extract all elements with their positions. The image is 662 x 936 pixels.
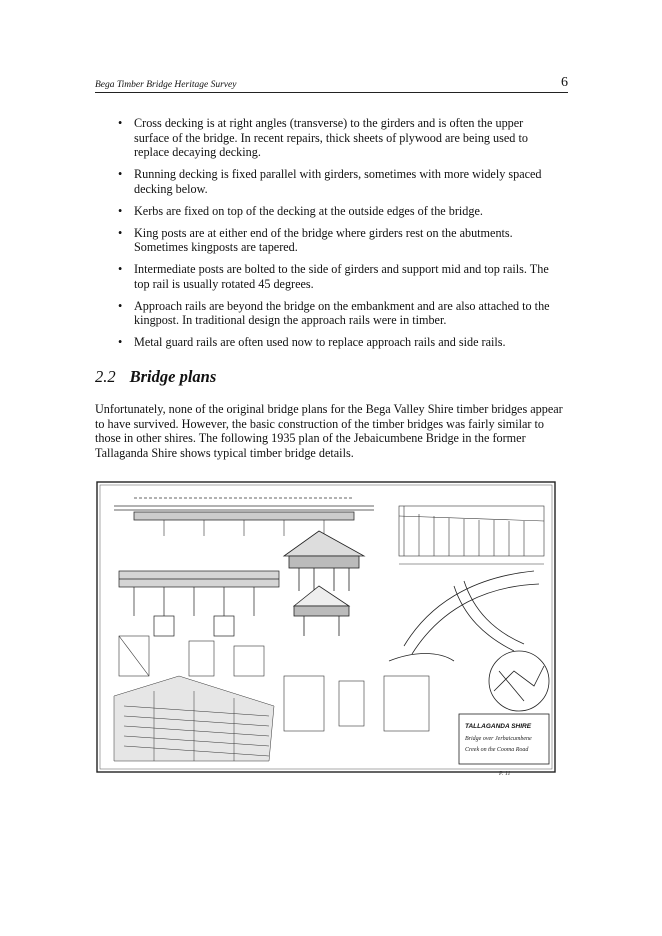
list-item [118,167,558,196]
list-item-text: Approach rails are beyond the bridge on the embankment and are also attached to the kingpost. In traditional design the approach rails were in timber. [134,298,550,327]
list-item [118,116,558,160]
list-item-text: Running decking is fixed parallel with girders, sometimes with more widely spaced decking below. [134,167,542,196]
bullet-icon: • [118,225,123,240]
list-item-text: King posts are at either end of the bridge where girders rest on the abutments. Sometimes kingposts are tapered. [134,225,513,254]
section-number: 2.2 [95,367,116,386]
bullet-icon: • [118,262,123,276]
bullet-list [118,116,558,357]
plan-title-block [459,714,549,764]
list-item [118,335,558,350]
section-title: Bridge plans [129,367,217,386]
bullet-icon: • [118,335,123,349]
section-paragraph: Unfortunately, none of the original bridge plans for the Bega Valley Shire timber bridges appear to have survived. However, the basic construction of the timber bridges was fairly similar to those in other shires. The following 1935 plan of the Jebaicumbene Bridge in the former Tallaganda Shire shows typical timber bridge details. [95,402,563,460]
plan-title-line2: Creek on the Cooma Road [465,747,529,753]
bullet-icon: • [118,167,123,181]
list-item [118,226,558,255]
list-item [118,262,558,291]
bullet-icon: • [118,298,123,313]
list-item-text: Intermediate posts are bolted to the side of girders and support mid and top rails. The top rail is usually rotated 45 degrees. [134,262,549,291]
plan-sheet-ref: P. 11 [499,771,511,777]
section-heading [95,367,216,387]
bridge-plan-drawing [94,476,558,778]
bullet-icon: • [118,203,123,218]
page-number: 6 [561,75,568,90]
list-item [118,299,558,328]
list-item-text: Metal guard rails are often used now to replace approach rails and side rails. [134,335,506,349]
list-item-text: Cross decking is at right angles (transverse) to the girders and is often the upper surface of the bridge. In recent repairs, thick sheets of plywood are being used to replace decaying decking. [134,116,528,159]
page-header [95,75,568,93]
plan-title-line1: Bridge over Jerbaicumbene [465,736,532,742]
plan-title-shire: TALLAGANDA SHIRE [465,723,532,730]
list-item [118,204,558,219]
bullet-icon: • [118,116,123,130]
list-item-text: Kerbs are fixed on top of the decking at the outside edges of the bridge. [134,203,483,218]
header-title: Bega Timber Bridge Heritage Survey [95,80,237,90]
